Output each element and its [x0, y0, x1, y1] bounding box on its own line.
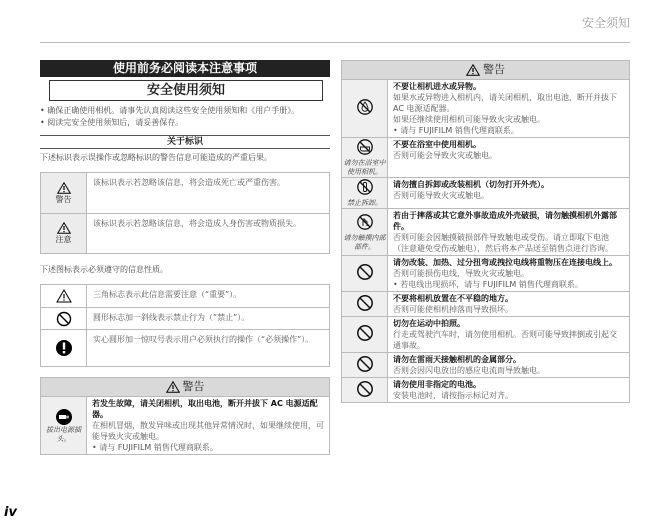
warning-row: [342, 79, 629, 137]
level-row-warning: [41, 173, 329, 213]
warning-triangle-icon: [166, 381, 180, 393]
prohibited-icon: [56, 311, 72, 327]
icon-meaning-text: 圆形标志加一斜线表示禁止行为（“禁止”）。: [86, 308, 329, 329]
icon-meaning-row: [41, 329, 329, 366]
intro-bullets: [40, 105, 330, 129]
warning-icon-cell: [342, 317, 387, 352]
warning-row: [342, 291, 629, 316]
icons-intro: 下述图标表示必须遵守的信息性质。: [40, 265, 168, 274]
left-column: [40, 60, 330, 455]
warning-bold-text: 请勿使用非指定的电池。: [393, 380, 481, 389]
warning-text: 在相机冒烟，散发异味或出现其他异常情况时，如果继续使用，可能导致火灾或触电。: [92, 421, 324, 441]
icon-meaning-row: [41, 307, 329, 329]
warning-title: 警告: [182, 380, 205, 393]
warning-list: [341, 79, 630, 403]
warning-bold-text: 请勿在雷雨天接触相机的金属部分。: [393, 355, 521, 364]
caution-triangle-icon: [57, 222, 71, 234]
read-before-use-banner: 使用前务必阅读本注意事项: [40, 60, 330, 77]
warning-header: [341, 60, 630, 79]
safety-title: 安全使用须知: [49, 80, 323, 101]
warning-bold-text: 请勿擅自拆卸或改装相机（切勿打开外壳）。: [393, 180, 549, 189]
about-heading: 关于标识: [40, 135, 330, 149]
warning-row: [342, 137, 629, 177]
warning-header: [40, 377, 330, 396]
warning-text: 行走或驾驶汽车时，请勿使用相机。否则可能导致摔倒或引起交通事故。: [393, 330, 617, 350]
warning-title: 警告: [483, 63, 505, 76]
warning-row: [342, 352, 629, 377]
level-label: 警告: [55, 194, 72, 204]
icon-caption: 禁止拆卸。: [347, 199, 382, 207]
warning-bold-text: 请勿改装、加热、过分扭弯或拽拉电线将重物压在连接电线上。: [393, 258, 617, 267]
icon-caption: 拔出电源插头。: [46, 425, 81, 443]
warning-row: [342, 177, 629, 208]
intro-bullet: • 确保正确使用相机。请事先认真阅读这些安全使用须知和《用户手册》。: [40, 106, 300, 115]
no-touch-icon: [356, 213, 374, 234]
warning-text: 否则可能导致火灾或触电。: [393, 191, 489, 200]
warning-text: 如果还继续使用相机可能导致火灾或触电。: [393, 115, 545, 124]
warning-icon-cell: [342, 178, 387, 208]
warning-bold-text: 若由于摔落或其它意外事故造成外壳破损，请勿触摸相机外露部件。: [393, 211, 617, 231]
no-disassemble-icon: [356, 178, 374, 199]
icon-meaning-table: [40, 284, 330, 367]
warning-row: [342, 316, 629, 352]
right-column: [341, 60, 630, 403]
warning-text: 如果水或异物进入相机内，请关闭相机，取出电池，断开并拔下 AC 电源适配器。: [393, 93, 617, 113]
prohibited-icon: [356, 355, 374, 376]
icon-meaning-row: [41, 285, 329, 307]
warning-triangle-icon: [57, 182, 71, 194]
warning-bold-text: 若发生故障，请关闭相机，取出电池，断开并拔下 AC 电源适配器。: [92, 399, 318, 419]
levels-table: [40, 172, 330, 254]
warning-text: 安装电池时，请按指示标记对齐。: [393, 391, 513, 400]
warning-row: [41, 396, 329, 454]
warning-bullet: • 请与 FUJIFILM 销售代理商联系。: [92, 443, 218, 452]
no-bath-icon: [356, 138, 374, 159]
page-number: iv: [4, 505, 17, 520]
warning-bold-text: 不要将相机放置在不平稳的地方。: [393, 294, 513, 303]
warning-icon-cell: [342, 138, 387, 177]
warning-icon-cell: [342, 353, 387, 377]
warning-icon-cell: [342, 209, 387, 255]
level-text: 该标识表示若忽略该信息，将会造成死亡或严重伤害。: [86, 173, 329, 213]
warning-text: 否则可能使相机掉落而导致损坏。: [393, 305, 513, 314]
triangle-icon: [56, 289, 72, 303]
warning-icon-cell: [41, 397, 86, 454]
prohibited-icon: [356, 380, 374, 401]
prohibited-icon: [356, 324, 374, 345]
level-icon-cell: [41, 214, 86, 253]
about-text: 下述标识表示误操作或忽略标识的警告信息可能造成的严重后果。: [40, 153, 272, 162]
warning-text: 否则可能会导致火灾或触电。: [393, 151, 497, 160]
warning-icon-cell: [342, 80, 387, 137]
no-water-icon: [356, 98, 374, 119]
warning-row: [342, 208, 629, 255]
intro-bullet: • 阅读完安全使用须知后，请妥善保存。: [40, 118, 184, 127]
section-header: 安全须知: [581, 16, 630, 30]
warning-icon-cell: [342, 292, 387, 316]
header-rule: [40, 42, 630, 43]
warning-row: [342, 255, 629, 291]
warning-bold-text: 不要在浴室中使用相机。: [393, 140, 481, 149]
prohibited-icon: [356, 263, 374, 284]
left-warning-box: [40, 377, 330, 455]
warning-text: 否则会因闪电放出的感应电流而导致触电。: [393, 366, 545, 375]
icon-meaning-text: 实心圆形加一惊叹号表示用户必须执行的操作（“必须操作”）。: [86, 330, 329, 366]
icon-caption: 请勿触摸内部部件。: [343, 233, 386, 251]
level-label: 注意: [55, 235, 72, 244]
warning-bold-text: 不要让相机进水或异物。: [393, 82, 481, 91]
warning-text: • 请与 FUJIFILM 销售代理商联系。: [393, 126, 519, 135]
level-row-caution: [41, 213, 329, 253]
level-text: 该标识表示若忽略该信息，将会造成人身伤害或物质损失。: [86, 214, 329, 253]
icon-caption: 请勿在浴室中使用相机。: [343, 159, 386, 176]
unplug-icon: [55, 408, 73, 426]
warning-icon-cell: [342, 378, 387, 402]
warning-text: 否则可能会因触摸破损部件导致触电或受伤。请立即取下电池（注意避免受伤或触电），然后将本产品送至销售点进行咨询。: [393, 233, 613, 253]
icon-meaning-text: 三角标志表示此信息需要注意（“重要”）。: [86, 285, 329, 307]
prohibited-icon: [356, 294, 374, 315]
warning-icon-cell: [342, 256, 387, 291]
level-icon-cell: [41, 173, 86, 213]
mandatory-icon: [55, 339, 73, 357]
warning-text: 否则可能损伤电线，导致火灾或触电。: [393, 269, 529, 278]
warning-bold-text: 切勿在运动中拍照。: [393, 319, 465, 328]
warning-triangle-icon: [466, 64, 480, 76]
warning-row: [342, 377, 629, 402]
warning-text: • 若电线出现损坏，请与 FUJIFILM 销售代理商联系。: [393, 280, 583, 289]
